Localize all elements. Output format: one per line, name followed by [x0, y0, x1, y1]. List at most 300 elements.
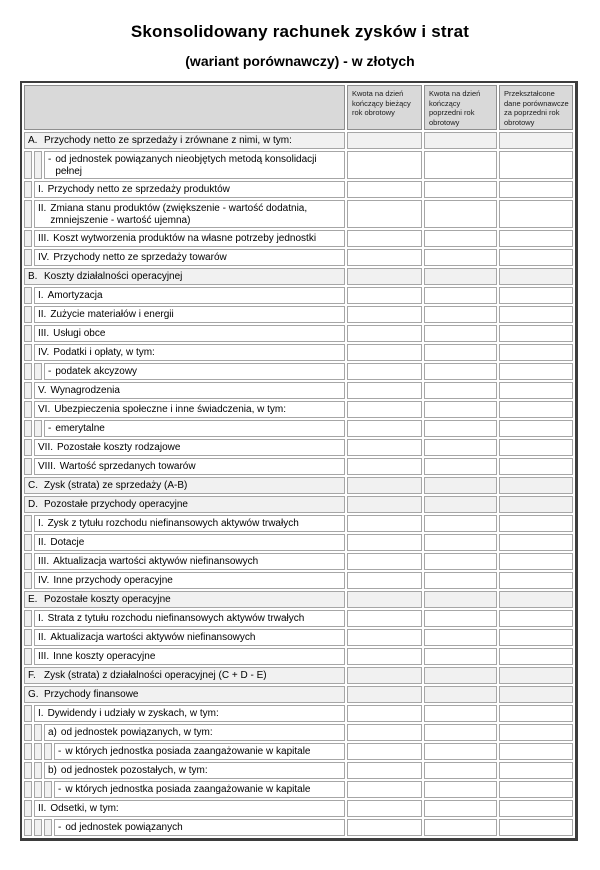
table-row	[24, 420, 573, 437]
indent-strip	[24, 439, 32, 456]
value-cell-current-year[interactable]	[347, 686, 422, 703]
value-cell-restated-comparative[interactable]	[499, 572, 573, 589]
value-cell-previous-year[interactable]	[424, 325, 497, 342]
value-cell-restated-comparative[interactable]	[499, 800, 573, 817]
row-number: I.	[38, 613, 44, 624]
row-label: Pozostałe przychody operacyjne	[44, 499, 188, 510]
value-cell-restated-comparative[interactable]	[499, 420, 573, 437]
value-cell-current-year[interactable]	[347, 268, 422, 285]
value-cell-restated-comparative[interactable]	[499, 781, 573, 798]
table-row	[24, 553, 573, 570]
row-label: Ubezpieczenia społeczne i inne świadczenia, w tym:	[54, 404, 287, 415]
row-label: od jednostek powiązanych	[65, 822, 183, 833]
value-cell-previous-year[interactable]	[424, 230, 497, 247]
value-cell-current-year[interactable]	[347, 819, 422, 836]
value-cell-current-year[interactable]	[347, 534, 422, 551]
indent-strip	[24, 515, 32, 532]
row-label: Zmiana stanu produktów (zwiększenie - wartość dodatnia, zmniejszenie - wartość ujemna)	[50, 203, 308, 226]
value-cell-restated-comparative[interactable]	[499, 724, 573, 741]
report-table	[20, 81, 578, 841]
row-label-cell	[34, 249, 345, 266]
indent-strip	[24, 200, 32, 228]
value-cell-restated-comparative[interactable]	[499, 306, 573, 323]
value-cell-restated-comparative[interactable]	[499, 325, 573, 342]
value-cell-restated-comparative[interactable]	[499, 230, 573, 247]
row-label: Dotacje	[50, 537, 85, 548]
row-number: II.	[38, 309, 47, 320]
row-label: podatek akcyzowy	[55, 366, 138, 377]
value-cell-restated-comparative[interactable]	[499, 496, 573, 513]
indent-strip	[24, 819, 32, 836]
row-label: w których jednostka posiada zaangażowanie w kapitale	[65, 746, 311, 757]
row-label-cell	[44, 762, 345, 779]
value-cell-restated-comparative[interactable]	[499, 132, 573, 149]
row-label-cell	[54, 781, 345, 798]
value-cell-current-year[interactable]	[347, 553, 422, 570]
table-row	[24, 306, 573, 323]
row-number: G.	[28, 689, 39, 700]
value-cell-restated-comparative[interactable]	[499, 151, 573, 179]
row-label: Koszt wytworzenia produktów na własne potrzeby jednostki	[53, 233, 317, 244]
row-label: Pozostałe koszty rodzajowe	[57, 442, 181, 453]
value-cell-restated-comparative[interactable]	[499, 591, 573, 608]
indent-strip	[24, 648, 32, 665]
row-label: Usługi obce	[53, 328, 106, 339]
table-row	[24, 477, 573, 494]
indent-strip	[24, 724, 32, 741]
row-label-cell	[54, 819, 345, 836]
table-row	[24, 743, 573, 760]
table-row	[24, 781, 573, 798]
table-row	[24, 363, 573, 380]
indent-strip	[24, 249, 32, 266]
row-label: Zysk (strata) ze sprzedaży (A-B)	[44, 480, 188, 491]
value-cell-current-year[interactable]	[347, 151, 422, 179]
row-label-cell	[34, 458, 345, 475]
table-row	[24, 667, 573, 684]
row-number: D.	[28, 499, 38, 510]
table-row	[24, 762, 573, 779]
value-cell-previous-year[interactable]	[424, 686, 497, 703]
value-cell-restated-comparative[interactable]	[499, 439, 573, 456]
row-number: VIII.	[38, 461, 56, 472]
page-title: Skonsolidowany rachunek zysków i strat	[130, 22, 470, 41]
table-row	[24, 325, 573, 342]
row-label-cell	[34, 439, 345, 456]
value-cell-current-year[interactable]	[347, 762, 422, 779]
row-label-cell	[44, 724, 345, 741]
indent-strip	[24, 230, 32, 247]
row-number: B.	[28, 271, 38, 282]
row-number: -	[58, 746, 62, 757]
indent-strip	[24, 420, 32, 437]
value-cell-current-year[interactable]	[347, 591, 422, 608]
row-number: III.	[38, 556, 50, 567]
table-row	[24, 249, 573, 266]
value-cell-current-year[interactable]	[347, 181, 422, 198]
row-label: Pozostałe koszty operacyjne	[44, 594, 171, 605]
indent-strip	[34, 743, 42, 760]
value-cell-previous-year[interactable]	[424, 800, 497, 817]
row-label: Zużycie materiałów i energii	[50, 309, 174, 320]
row-number: V.	[38, 385, 47, 396]
row-number: I.	[38, 708, 44, 719]
indent-strip	[24, 458, 32, 475]
row-number: -	[48, 423, 52, 434]
indent-strip	[24, 401, 32, 418]
value-cell-current-year[interactable]	[347, 743, 422, 760]
row-label-cell	[54, 743, 345, 760]
value-cell-restated-comparative[interactable]	[499, 743, 573, 760]
row-label: w których jednostka posiada zaangażowanie w kapitale	[65, 784, 311, 795]
row-number: I.	[38, 518, 44, 529]
value-cell-current-year[interactable]	[347, 648, 422, 665]
value-cell-previous-year[interactable]	[424, 439, 497, 456]
table-row	[24, 151, 573, 179]
value-cell-restated-comparative[interactable]	[499, 762, 573, 779]
row-number: E.	[28, 594, 38, 605]
row-label-cell	[34, 230, 345, 247]
value-cell-restated-comparative[interactable]	[499, 181, 573, 198]
indent-strip	[34, 819, 42, 836]
value-cell-previous-year[interactable]	[424, 553, 497, 570]
row-number: -	[48, 154, 52, 165]
value-cell-current-year[interactable]	[347, 132, 422, 149]
col-header-previous-year: Kwota na dzień kończący poprzedni rok obrotowy	[424, 85, 497, 130]
row-label-cell	[24, 591, 345, 608]
table-row	[24, 610, 573, 627]
col-header-current-year: Kwota na dzień kończący bieżący rok obrotowy	[347, 85, 422, 130]
value-cell-current-year[interactable]	[347, 496, 422, 513]
indent-strip	[24, 629, 32, 646]
row-label-cell	[34, 181, 345, 198]
value-cell-restated-comparative[interactable]	[499, 667, 573, 684]
row-label-cell	[34, 534, 345, 551]
value-cell-restated-comparative[interactable]	[499, 249, 573, 266]
value-cell-previous-year[interactable]	[424, 515, 497, 532]
row-label: Wynagrodzenia	[50, 385, 120, 396]
value-cell-previous-year[interactable]	[424, 151, 497, 179]
value-cell-current-year[interactable]	[347, 230, 422, 247]
row-number: VI.	[38, 404, 51, 415]
indent-strip	[24, 363, 32, 380]
row-label-cell	[24, 496, 345, 513]
value-cell-previous-year[interactable]	[424, 363, 497, 380]
value-cell-previous-year[interactable]	[424, 496, 497, 513]
value-cell-restated-comparative[interactable]	[499, 515, 573, 532]
value-cell-previous-year[interactable]	[424, 420, 497, 437]
value-cell-current-year[interactable]	[347, 458, 422, 475]
row-label-cell	[34, 553, 345, 570]
value-cell-restated-comparative[interactable]	[499, 477, 573, 494]
row-label: Wartość sprzedanych towarów	[59, 461, 196, 472]
indent-strip	[24, 325, 32, 342]
indent-strip	[24, 705, 32, 722]
row-label: Strata z tytułu rozchodu niefinansowych aktywów trwałych	[47, 613, 305, 624]
value-cell-restated-comparative[interactable]	[499, 610, 573, 627]
row-label-cell	[34, 325, 345, 342]
row-label: od jednostek pozostałych, w tym:	[60, 765, 208, 776]
indent-strip	[44, 819, 52, 836]
value-cell-restated-comparative[interactable]	[499, 819, 573, 836]
indent-strip	[34, 151, 42, 179]
row-number: IV.	[38, 252, 50, 263]
indent-strip	[24, 151, 32, 179]
row-label: od jednostek powiązanych, w tym:	[60, 727, 213, 738]
row-label-cell	[44, 151, 345, 179]
value-cell-restated-comparative[interactable]	[499, 344, 573, 361]
value-cell-previous-year[interactable]	[424, 181, 497, 198]
row-label-cell	[24, 268, 345, 285]
row-label-cell	[34, 572, 345, 589]
indent-strip	[34, 363, 42, 380]
row-number: II.	[38, 803, 47, 814]
table-row	[24, 534, 573, 551]
value-cell-restated-comparative[interactable]	[499, 705, 573, 722]
value-cell-previous-year[interactable]	[424, 743, 497, 760]
value-cell-current-year[interactable]	[347, 287, 422, 304]
row-label-cell	[24, 686, 345, 703]
row-number: -	[58, 822, 62, 833]
row-label: Przychody netto ze sprzedaży towarów	[53, 252, 227, 263]
value-cell-previous-year[interactable]	[424, 629, 497, 646]
indent-strip	[34, 781, 42, 798]
table-row	[24, 181, 573, 198]
row-label: od jednostek powiązanych nieobjętych metodą konsolidacji pełnej	[55, 154, 317, 177]
value-cell-current-year[interactable]	[347, 800, 422, 817]
row-label-cell	[34, 705, 345, 722]
value-cell-current-year[interactable]	[347, 629, 422, 646]
value-cell-restated-comparative[interactable]	[499, 458, 573, 475]
row-label-cell	[44, 363, 345, 380]
indent-strip	[34, 420, 42, 437]
row-label: Koszty działalności operacyjnej	[44, 271, 183, 282]
value-cell-previous-year[interactable]	[424, 382, 497, 399]
row-number: F.	[28, 670, 36, 681]
indent-strip	[24, 534, 32, 551]
table-header-label-cell	[24, 85, 345, 130]
row-label-cell	[34, 800, 345, 817]
table-row	[24, 800, 573, 817]
row-label: Aktualizacja wartości aktywów niefinansowych	[50, 632, 256, 643]
indent-strip	[24, 287, 32, 304]
value-cell-previous-year[interactable]	[424, 132, 497, 149]
value-cell-current-year[interactable]	[347, 667, 422, 684]
table-row	[24, 515, 573, 532]
value-cell-current-year[interactable]	[347, 572, 422, 589]
row-number: I.	[38, 290, 44, 301]
value-cell-previous-year[interactable]	[424, 287, 497, 304]
table-row	[24, 572, 573, 589]
value-cell-previous-year[interactable]	[424, 306, 497, 323]
value-cell-restated-comparative[interactable]	[499, 287, 573, 304]
row-label: Amortyzacja	[47, 290, 103, 301]
value-cell-current-year[interactable]	[347, 306, 422, 323]
value-cell-current-year[interactable]	[347, 610, 422, 627]
row-label: Inne przychody operacyjne	[53, 575, 173, 586]
indent-strip	[24, 781, 32, 798]
table-row	[24, 458, 573, 475]
table-row	[24, 439, 573, 456]
row-label: Przychody finansowe	[44, 689, 139, 700]
table-row	[24, 686, 573, 703]
row-label: emerytalne	[55, 423, 105, 434]
row-number: II.	[38, 203, 47, 214]
value-cell-previous-year[interactable]	[424, 705, 497, 722]
table-row	[24, 648, 573, 665]
row-number: I.	[38, 184, 44, 195]
row-label-cell	[34, 200, 345, 228]
value-cell-current-year[interactable]	[347, 439, 422, 456]
value-cell-current-year[interactable]	[347, 401, 422, 418]
indent-strip	[24, 181, 32, 198]
value-cell-current-year[interactable]	[347, 781, 422, 798]
row-number: A.	[28, 135, 38, 146]
value-cell-previous-year[interactable]	[424, 648, 497, 665]
row-label-cell	[34, 629, 345, 646]
row-label-cell	[34, 382, 345, 399]
value-cell-previous-year[interactable]	[424, 610, 497, 627]
value-cell-current-year[interactable]	[347, 382, 422, 399]
row-label-cell	[34, 344, 345, 361]
value-cell-restated-comparative[interactable]	[499, 648, 573, 665]
table-row	[24, 230, 573, 247]
value-cell-restated-comparative[interactable]	[499, 553, 573, 570]
indent-strip	[24, 306, 32, 323]
row-number: b)	[48, 765, 57, 776]
value-cell-current-year[interactable]	[347, 477, 422, 494]
value-cell-current-year[interactable]	[347, 344, 422, 361]
row-label-cell	[24, 477, 345, 494]
row-label: Zysk (strata) z działalności operacyjnej (C + D - E)	[44, 670, 267, 681]
value-cell-previous-year[interactable]	[424, 724, 497, 741]
value-cell-restated-comparative[interactable]	[499, 382, 573, 399]
row-label: Odsetki, w tym:	[50, 803, 119, 814]
table-row	[24, 724, 573, 741]
value-cell-current-year[interactable]	[347, 420, 422, 437]
value-cell-current-year[interactable]	[347, 705, 422, 722]
row-number: -	[58, 784, 62, 795]
row-number: C.	[28, 480, 38, 491]
indent-strip	[34, 724, 42, 741]
table-row	[24, 382, 573, 399]
table-row	[24, 268, 573, 285]
value-cell-previous-year[interactable]	[424, 762, 497, 779]
table-row	[24, 496, 573, 513]
row-label-cell	[34, 401, 345, 418]
value-cell-restated-comparative[interactable]	[499, 686, 573, 703]
value-cell-restated-comparative[interactable]	[499, 268, 573, 285]
row-number: a)	[48, 727, 57, 738]
value-cell-restated-comparative[interactable]	[499, 200, 573, 228]
value-cell-current-year[interactable]	[347, 515, 422, 532]
table-row	[24, 200, 573, 228]
row-label: Przychody netto ze sprzedaży i zrównane z nimi, w tym:	[44, 135, 292, 146]
value-cell-restated-comparative[interactable]	[499, 363, 573, 380]
value-cell-previous-year[interactable]	[424, 200, 497, 228]
value-cell-current-year[interactable]	[347, 325, 422, 342]
value-cell-restated-comparative[interactable]	[499, 401, 573, 418]
value-cell-previous-year[interactable]	[424, 401, 497, 418]
value-cell-current-year[interactable]	[347, 200, 422, 228]
indent-strip	[24, 553, 32, 570]
table-header-row	[24, 85, 573, 130]
row-number: -	[48, 366, 52, 377]
row-label: Dywidendy i udziały w zyskach, w tym:	[47, 708, 219, 719]
table-row	[24, 287, 573, 304]
indent-strip	[24, 743, 32, 760]
value-cell-previous-year[interactable]	[424, 268, 497, 285]
page-subtitle: (wariant porównawczy) - w złotych	[185, 53, 415, 69]
value-cell-previous-year[interactable]	[424, 591, 497, 608]
row-label: Zysk z tytułu rozchodu niefinansowych aktywów trwałych	[47, 518, 299, 529]
row-label-cell	[34, 648, 345, 665]
row-number: II.	[38, 537, 47, 548]
table-row	[24, 132, 573, 149]
indent-strip	[24, 572, 32, 589]
row-label-cell	[44, 420, 345, 437]
indent-strip	[24, 800, 32, 817]
row-number: II.	[38, 632, 47, 643]
indent-strip	[24, 344, 32, 361]
value-cell-previous-year[interactable]	[424, 534, 497, 551]
col-header-restated-comparative: Przekształcone dane porównawcze za poprzedni rok obrotowy	[499, 85, 573, 130]
indent-strip	[24, 762, 32, 779]
table-row	[24, 629, 573, 646]
row-number: III.	[38, 233, 50, 244]
value-cell-previous-year[interactable]	[424, 572, 497, 589]
value-cell-restated-comparative[interactable]	[499, 629, 573, 646]
value-cell-previous-year[interactable]	[424, 477, 497, 494]
row-number: III.	[38, 651, 50, 662]
table-row	[24, 819, 573, 836]
value-cell-previous-year[interactable]	[424, 344, 497, 361]
value-cell-previous-year[interactable]	[424, 458, 497, 475]
value-cell-current-year[interactable]	[347, 724, 422, 741]
indent-strip	[24, 382, 32, 399]
indent-strip	[44, 743, 52, 760]
value-cell-current-year[interactable]	[347, 249, 422, 266]
row-label: Podatki i opłaty, w tym:	[53, 347, 155, 358]
row-label: Inne koszty operacyjne	[53, 651, 156, 662]
value-cell-previous-year[interactable]	[424, 667, 497, 684]
row-label-cell	[34, 515, 345, 532]
value-cell-previous-year[interactable]	[424, 819, 497, 836]
row-label: Aktualizacja wartości aktywów niefinansowych	[53, 556, 259, 567]
row-number: VII.	[38, 442, 54, 453]
table-row	[24, 591, 573, 608]
row-number: III.	[38, 328, 50, 339]
indent-strip	[34, 762, 42, 779]
indent-strip	[24, 610, 32, 627]
row-number: IV.	[38, 575, 50, 586]
value-cell-previous-year[interactable]	[424, 781, 497, 798]
indent-strip	[44, 781, 52, 798]
row-label-cell	[24, 132, 345, 149]
row-label-cell	[34, 306, 345, 323]
row-label: Przychody netto ze sprzedaży produktów	[47, 184, 230, 195]
value-cell-current-year[interactable]	[347, 363, 422, 380]
row-label-cell	[24, 667, 345, 684]
table-row	[24, 705, 573, 722]
value-cell-previous-year[interactable]	[424, 249, 497, 266]
row-label-cell	[34, 610, 345, 627]
value-cell-restated-comparative[interactable]	[499, 534, 573, 551]
row-number: IV.	[38, 347, 50, 358]
row-label-cell	[34, 287, 345, 304]
table-row	[24, 401, 573, 418]
table-row	[24, 344, 573, 361]
